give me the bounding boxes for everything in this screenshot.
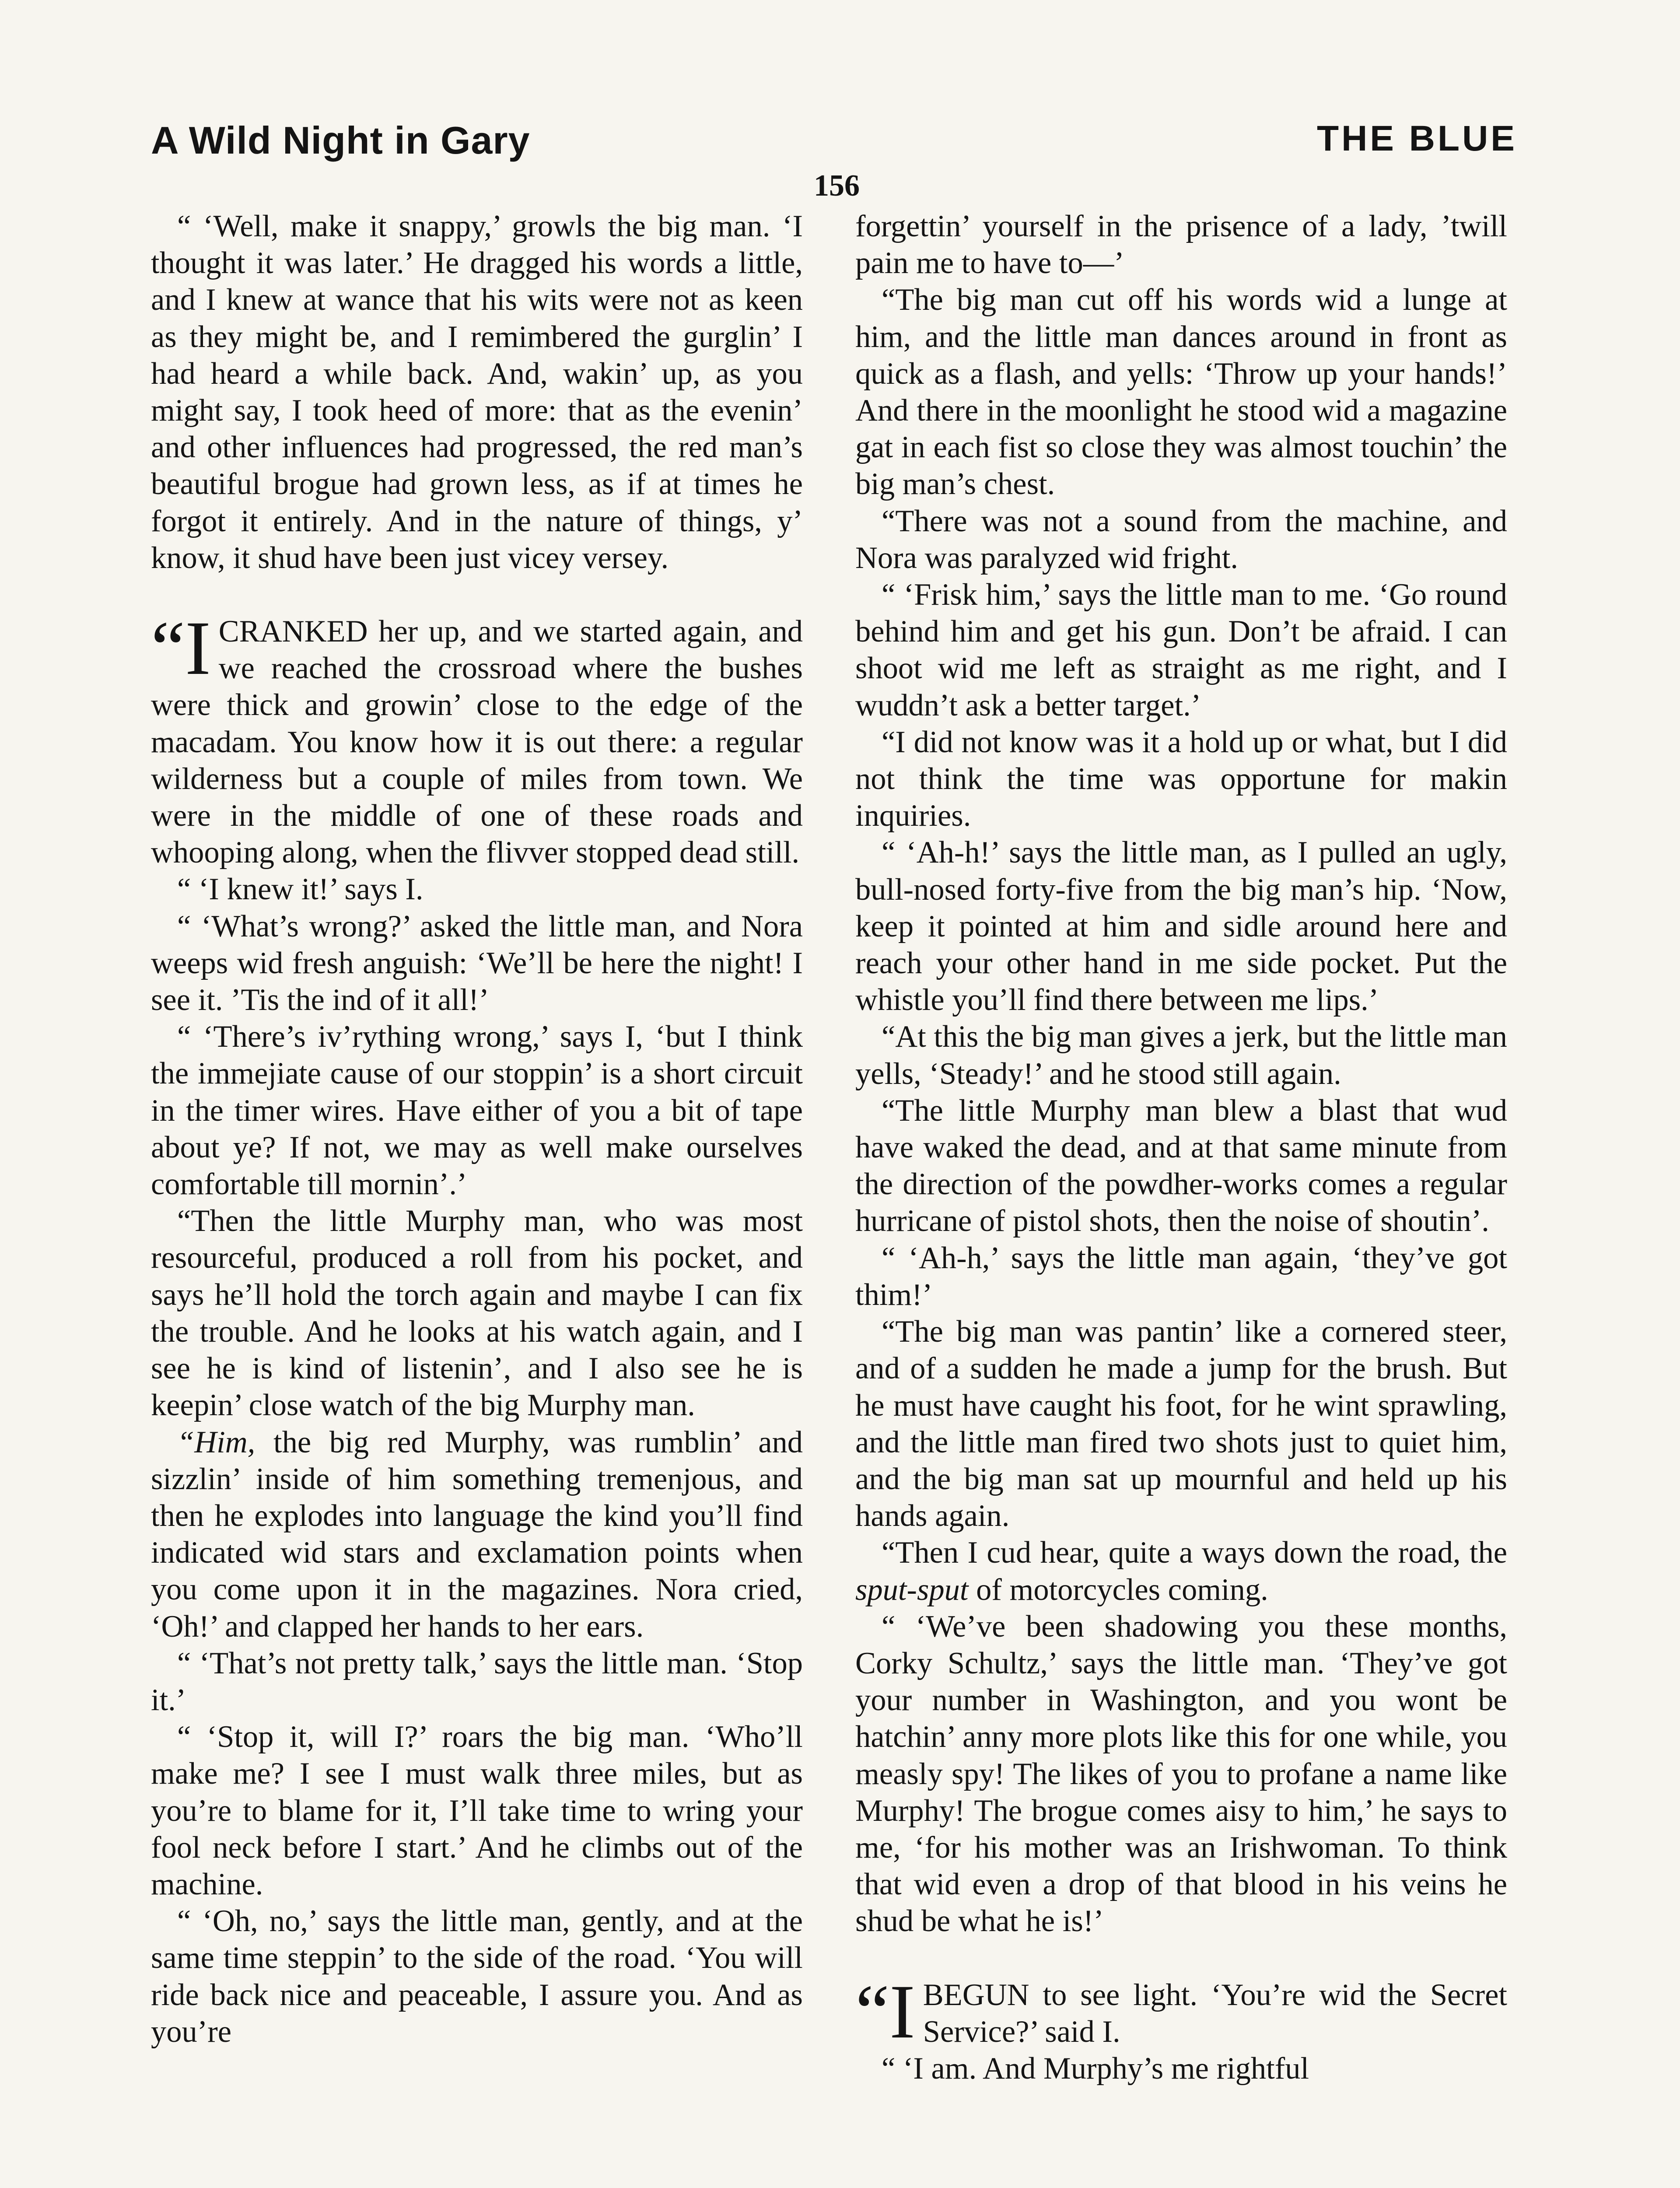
paragraph-text: “Then I cud hear, quite a ways down the road, the xyxy=(882,1536,1507,1570)
opening-quote: “ xyxy=(855,1969,890,2055)
drop-cap-letter: I xyxy=(889,1969,915,2055)
drop-cap xyxy=(855,1969,915,2055)
paragraph: “ ‘Ah-h!’ says the little man, as I pulled an ugly, bull-nosed forty-five from the big man’s hip. ‘Now, keep it pointed at him and sidle around here and reach your other hand in me side pocket. Put the whistle you’ll find there between me lips.’ xyxy=(855,835,1507,1017)
opening-quote: “ xyxy=(151,606,186,691)
paragraph: “ ‘I am. And Murphy’s me rightful xyxy=(882,2051,1309,2086)
paragraph: “ ‘We’ve been shadowing you these months, Corky Schultz,’ says the little man. ‘They’ve got your number in Washington, and you wont be hatchin’ anny more plots like this for one while, you measly spy! The likes of you to profane a name like Murphy! The brogue comes aisy to him,’ he says to me, ‘for his mother was an Irishwoman. To think that wid even a drop of that blood in his veins he shud be what he is!’ xyxy=(855,1609,1507,1939)
story-title: A Wild Night in Gary xyxy=(151,119,530,162)
paragraph-text: the big red Murphy, was rumblin’ and sizzlin’ inside of him something tremenjous, and then he explodes into language the kind you’ll find indicated wid stars and exclamation points when you come upon it in the magazines. Nora cried, ‘Oh!’ and clapped her hands to her ears. xyxy=(151,1425,803,1644)
section-opening-paragraph xyxy=(855,1969,1507,2055)
right-text-column xyxy=(855,208,1507,2087)
paragraph: “I did not know was it a hold up or what, but I did not think the time was opportune for makin inquiries. xyxy=(855,725,1507,833)
paragraph-text: of motorcycles coming. xyxy=(976,1572,1268,1607)
paragraph: “ ‘Stop it, will I?’ roars the big man. ‘Who’ll make me? I see I must walk three miles, but as you’re to blame for it, I’ll take time to wring your fool neck before I start.’ And he climbs out of the machine. xyxy=(151,1720,803,1901)
paragraph: forgettin’ yourself in the prisence of a lady, ’twill pain me to have to—’ xyxy=(855,209,1507,281)
paragraph-text: CRANKED her up, and we started again, and we reached the crossroad where the bushes were thick and growin’ close to the edge of the macadam. You know how it is out there: a regular wilderness but a couple of miles from town. We were in the middle of one of these roads and whooping along, when the flivver stopped dead still. xyxy=(151,614,803,870)
paragraph-text: BEGUN to see light. ‘You’re wid the Secret Service?’ said I. xyxy=(923,1978,1507,2049)
paragraph: “ ‘Ah-h,’ says the little man again, ‘they’ve got thim!’ xyxy=(855,1241,1507,1312)
paragraph: “There was not a sound from the machine, and Nora was paralyzed wid fright. xyxy=(855,504,1507,575)
page-number: 156 xyxy=(814,169,860,203)
magazine-name: THE BLUE xyxy=(1317,119,1517,158)
paragraph: “ ‘That’s not pretty talk,’ says the little man. ‘Stop it.’ xyxy=(151,1646,803,1717)
paragraph: “At this the big man gives a jerk, but the little man yells, ‘Steady!’ and he stood still again. xyxy=(855,1020,1507,1091)
paragraph: “Then the little Murphy man, who was most resourceful, produced a roll from his pocket, and says he’ll hold the torch again and maybe I can fix the trouble. And he looks at his watch again, and I see he is kind of listenin’, and I also see he is keepin’ close watch of the big Murphy man. xyxy=(151,1204,803,1423)
paragraph: “The big man was pantin’ like a cornered steer, and of a sudden he made a jump for the brush. But he must have caught his foot, for he wint sprawling, and the little man fired two shots just to quiet him, and the big man sat up mournful and held up his hands again. xyxy=(855,1315,1507,1533)
drop-cap-letter: I xyxy=(185,606,211,691)
drop-cap xyxy=(151,606,211,691)
emphasized-word: sput-sput xyxy=(855,1572,969,1607)
paragraph: “ ‘Frisk him,’ says the little man to me. ‘Go round behind him and get his gun. Don’t be afraid. I can shoot wid me left as straight as me right, and I wuddn’t ask a better target.’ xyxy=(855,578,1507,722)
paragraph: “ ‘Well, make it snappy,’ growls the big man. ‘I thought it was later.’ He dragged his words a little, and I knew at wance that his wits were not as keen as they might be, and I remimbered the gurglin’ I had heard a while back. And, wakin’ up, as you might say, I took heed of more: that as the evenin’ and other influences had progressed, the red man’s beautiful brogue had grown less, as if at times he forgot it entirely. And in the nature of things, y’ know, it shud have been just vicey versey. xyxy=(151,209,803,575)
emphasized-word: “Him, xyxy=(177,1425,256,1459)
paragraph: “ ‘I knew it!’ says I. xyxy=(177,872,424,907)
paragraph: “ ‘There’s iv’rything wrong,’ says I, ‘but I think the immejiate cause of our stoppin’ is a short circuit in the timer wires. Have either of you a bit of tape about ye? If not, we may as well make ourselves comfortable till mornin’.’ xyxy=(151,1020,803,1202)
paragraph: “ ‘Oh, no,’ says the little man, gently, and at the same time steppin’ to the side of the road. ‘You will ride back nice and peaceable, I assure you. And as you’re xyxy=(151,1904,803,2049)
paragraph xyxy=(855,1534,1507,1608)
paragraph xyxy=(151,1424,803,1645)
left-text-column xyxy=(151,208,803,2050)
paragraph: “ ‘What’s wrong?’ asked the little man, and Nora weeps wid fresh anguish: ‘We’ll be here the night! I see it. ’Tis the ind of it all!’ xyxy=(151,909,803,1017)
paragraph: “The little Murphy man blew a blast that wud have waked the dead, and at that same minute from the direction of the powdher-works comes a regular hurricane of pistol shots, then the noise of shoutin’. xyxy=(855,1093,1507,1238)
paragraph: “The big man cut off his words wid a lunge at him, and the little man dances around in front as quick as a flash, and yells: ‘Throw up your hands!’ And there in the moonlight he stood wid a magazine gat in each fist so close they was almost touchin’ the big man’s chest. xyxy=(855,283,1507,501)
section-opening-paragraph xyxy=(151,606,803,871)
